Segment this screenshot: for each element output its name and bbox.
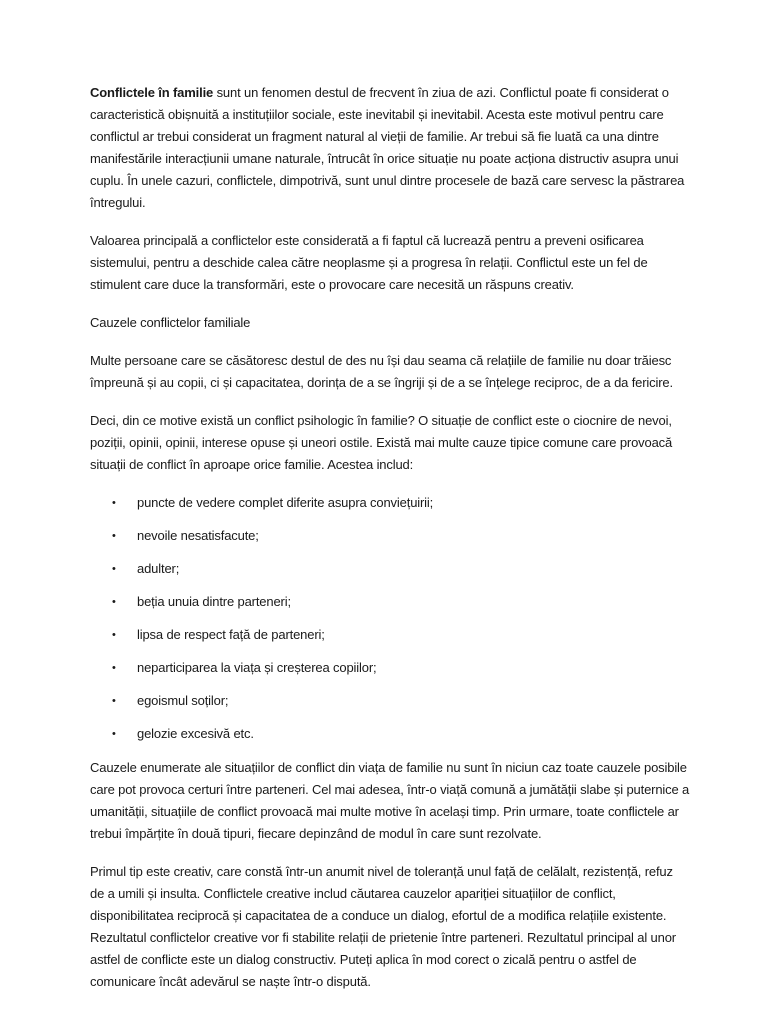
list-item: • adulter; [90,558,690,580]
bullet-icon: • [112,728,116,740]
bullet-icon: • [112,563,116,575]
bullet-icon: • [112,662,116,674]
list-item: • gelozie excesivă etc. [90,723,690,745]
causes-list [90,492,690,745]
list-item: • egoismul soților; [90,690,690,712]
document-page [90,82,690,1009]
bullet-icon: • [112,596,116,608]
list-item: • lipsa de respect față de parteneri; [90,624,690,646]
paragraph-summary: Cauzele enumerate ale situațiilor de conflict din viața de familie nu sunt în niciun caz toate cauzele posibile care pot provoca certuri între parteneri. Cel mai adesea, într-o viață comună a jumătății slabe și puternice a umanității, situațiile de conflict provoacă mai multe motive în același timp. Prin urmare, toate conflictele ar trebui împărțite în două tipuri, fiecare depinzând de modul în care sunt rezolvate. [90,760,690,841]
list-item: • beția unuia dintre parteneri; [90,591,690,613]
list-item: • puncte de vedere complet diferite asupra conviețuirii; [90,492,690,514]
bullet-icon: • [112,695,116,707]
section-heading: Cauzele conflictelor familiale [90,315,251,330]
list-item: • nevoile nesatisfacute; [90,525,690,547]
bullet-icon: • [112,530,116,542]
intro-text: sunt un fenomen destul de frecvent în ziua de azi. Conflictul poate fi considerat o caracteristică obișnuită a instituțiilor sociale, este inevitabil și inevitabil. Acesta este motivul pentru care conflictul ar trebui considerat un fragment natural al vieții de familie. Ar trebui să fie luată ca una dintre manifestările interacțiunii umane naturale, întrucât în orice situație nu poate acționa distructiv asupra unui cuplu. În unele cazuri, conflictele, dimpotrivă, sunt unul dintre procesele de bază care servesc la păstrarea întregului. [90,85,685,210]
paragraph-marriage: Multe persoane care se căsătoresc destul de des nu își dau seama că relațiile de familie nu doar trăiesc împreună și au copii, ci și capacitatea, dorința de a se îngriji și de a se înțelege reciproc, de a da fericire. [90,353,673,390]
paragraph-value: Valoarea principală a conflictelor este considerată a fi faptul că lucrează pentru a preveni osificarea sistemului, pentru a deschide calea către neoplasme și a progresa în relații. Conflictul este un fel de stimulent care duce la transformări, este o provocare care necesită un răspuns creativ. [90,233,648,292]
paragraph-causes-intro: Deci, din ce motive există un conflict psihologic în familie? O situație de conflict este o ciocnire de nevoi, poziții, opinii, opinii, interese opuse și uneori ostile. Există mai multe cauze tipice comune care provoacă situații de conflict în aproape orice familie. Acestea includ: [90,413,673,472]
paragraph-creative-type: Primul tip este creativ, care constă într-un anumit nivel de toleranță unul față de celălalt, rezistență, refuz de a umili și insulta. Conflictele creative includ căutarea cauzelor apariției situațiilor de conflict, disponibilitatea reciprocă și capacitatea de a conduce un dialog, efortul de a modifica relațiile existente. Rezultatul conflictelor creative vor fi stabilite relații de prietenie între parteneri. Rezultatul principal al unor astfel de conflicte este un dialog constructiv. Puteți aplica în mod corect o zicală pentru o astfel de comunicare încât adevărul se naște într-o dispută. [90,864,676,989]
list-item: • neparticiparea la viața și creșterea copiilor; [90,657,690,679]
intro-bold-phrase: Conflictele în familie [90,85,214,100]
paragraph-intro [90,82,690,214]
bullet-icon: • [112,629,116,641]
bullet-icon: • [112,497,116,509]
